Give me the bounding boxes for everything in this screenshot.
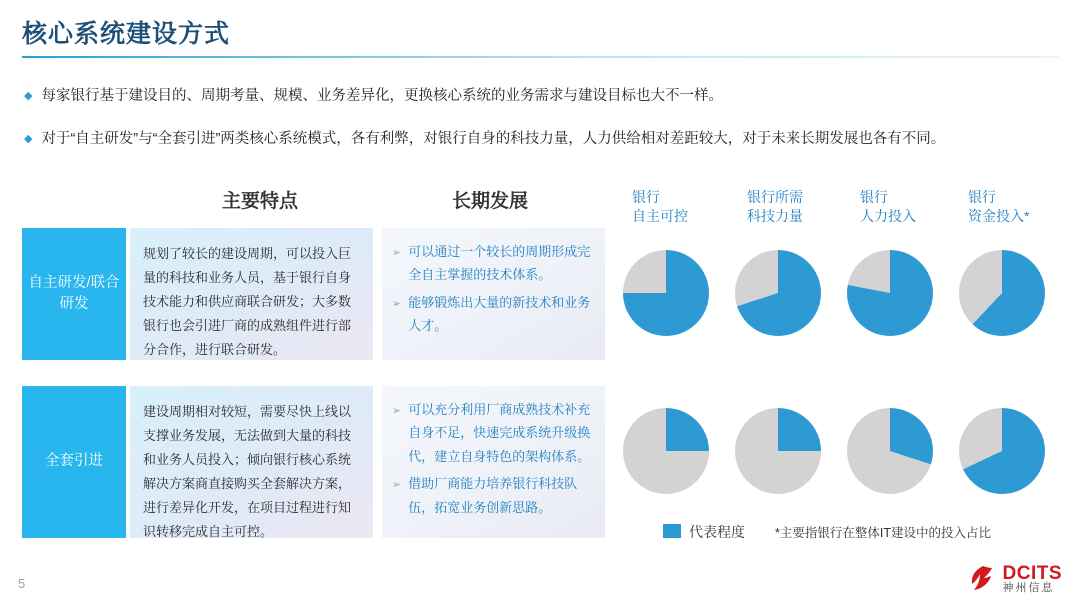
list-item	[392, 291, 593, 338]
list-item-text: 能够锻炼出大量的新技术和业务人才。	[408, 294, 591, 334]
pie-chart-self-dev-3	[959, 250, 1045, 336]
list-item-text: 可以通过一个较长的周期形成完全自主掌握的技术体系。	[408, 244, 591, 283]
longterm-list-full-introduction	[382, 386, 605, 538]
pie-chart-full-intro-1	[735, 408, 821, 494]
pie-header-manpower: 银行 人力投入	[860, 189, 916, 224]
column-header-feature: 主要特点	[222, 191, 299, 212]
pie-chart-full-intro-3	[959, 408, 1045, 494]
pie-chart-self-dev-2	[847, 250, 933, 336]
diamond-bullet-icon: ◆	[24, 90, 33, 102]
page-title: 核心系统建设方式	[22, 20, 231, 48]
list-item-text: 借助厂商能力培养银行科技队伍，拓宽业务创新思路。	[408, 476, 578, 515]
longterm-list-self-development	[382, 228, 605, 360]
arrow-bullet-icon: ➢	[392, 479, 402, 492]
pie-chart-full-intro-0	[623, 408, 709, 494]
column-header-longterm: 长期发展	[452, 191, 529, 212]
feature-text-self-development: 规划了较长的建设周期，可以投入巨量的科技和业务人员，基于银行自身技术能力和供应商联合研发；大多数银行也会引进厂商的成熟组件进行部分合作，进行联合研发。	[130, 228, 373, 360]
pie-chart-self-dev-0	[623, 250, 709, 336]
arrow-bullet-icon: ➢	[392, 247, 402, 259]
list-item	[392, 240, 593, 287]
legend-footnote: *主要指银行在整体IT建设中的投入占比	[775, 526, 991, 540]
title-divider	[22, 56, 1058, 58]
bullet-text: 每家银行基于建设目的、周期考量、规模、业务差异化，更换核心系统的业务需求与建设目标也大不一样。	[41, 88, 723, 104]
diamond-bullet-icon: ◆	[24, 133, 33, 145]
brand-name-en: DCITS	[1002, 563, 1062, 584]
row-label-full-introduction: 全套引进	[22, 386, 126, 538]
arrow-bullet-icon: ➢	[392, 297, 402, 310]
row-label-self-development: 自主研发/联合研发	[22, 228, 126, 360]
feature-text-full-introduction: 建设周期相对较短，需要尽快上线以支撑业务发展，无法做到大量的科技和业务人员投入；倾向银行核心系统解决方案商直接购买全套解决方案，进行差异化开发，在项目过程进行知识转移完成自主可控。	[130, 386, 373, 538]
legend-label: 代表程度	[689, 524, 745, 540]
list-item	[392, 472, 593, 519]
brand-name-cn: 神州信息	[1002, 582, 1055, 594]
pie-header-autonomy: 银行 自主可控	[632, 189, 688, 224]
legend-color-swatch	[663, 524, 681, 538]
bullet-text: 对于“自主研发”与“全套引进”两类核心系统模式，各有利弊，对银行自身的科技力量，人力供给相对差距较大，对于未来长期发展也各有不同。	[41, 131, 946, 147]
bullet-item	[24, 86, 723, 106]
pie-chart-full-intro-2	[847, 408, 933, 494]
pie-header-tech-power: 银行所需 科技力量	[747, 189, 803, 224]
logo-mark-icon	[968, 564, 998, 594]
page-number: 5	[18, 576, 26, 591]
brand-logo	[968, 564, 1063, 594]
arrow-bullet-icon: ➢	[392, 405, 402, 417]
list-item-text: 可以充分利用厂商成熟技术补充自身不足，快速完成系统升级换代，建立自身特色的架构体系。	[408, 402, 591, 464]
list-item	[392, 398, 593, 468]
pie-header-funding: 银行 资金投入*	[968, 189, 1030, 224]
bullet-item	[24, 129, 945, 149]
pie-chart-self-dev-1	[735, 250, 821, 336]
